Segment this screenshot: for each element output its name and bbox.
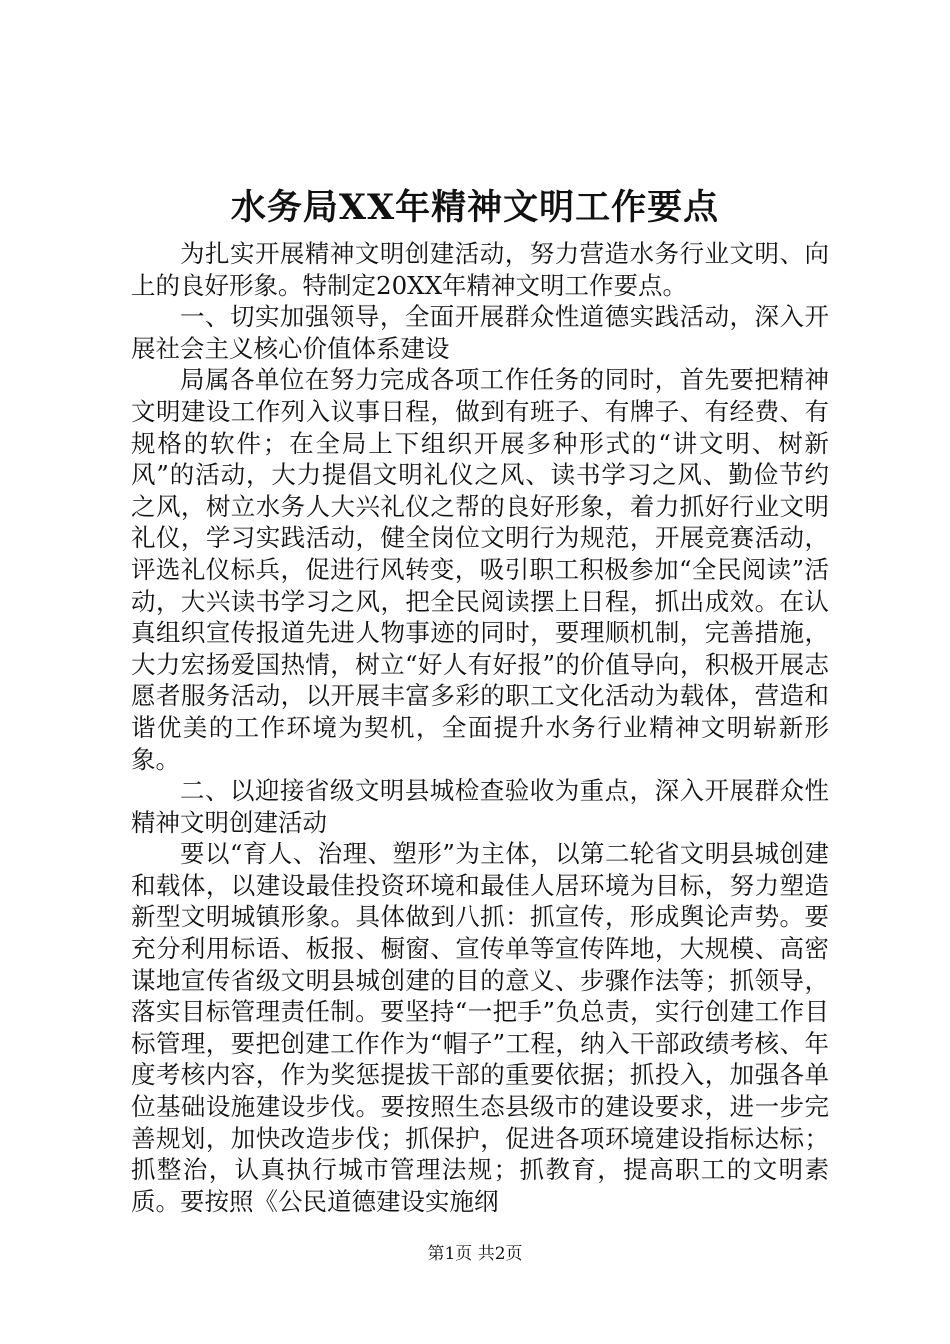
- document-body: [131, 238, 829, 1217]
- paragraph-intro: 为扎实开展精神文明创建活动，努力营造水务行业文明、向上的良好形象。特制定20XX年精神文明工作要点。: [131, 239, 829, 300]
- paragraph-section-1: 局属各单位在努力完成各项工作任务的同时，首先要把精神文明建设工作列入议事日程，做到有班子、有牌子、有经费、有规格的软件；在全局上下组织开展多种形式的“讲文明、树新风”的活动，大力提倡文明礼仪之风、读书学习之风、勤俭节约之风，树立水务人大兴礼仪之帮的良好形象，着力抓好行业文明礼仪，学习实践活动，健全岗位文明行为规范，开展竞赛活动，评选礼仪标兵，促进行风转变，吸引职工积极参加“全民阅读”活动，大兴读书学习之风，把全民阅读摆上日程，抓出成效。在认真组织宣传报道先进人物事迹的同时，要理顺机制，完善措施，大力宏扬爱国热情，树立“好人有好报”的价值导向，积极开展志愿者服务活动，以开展丰富多彩的职工文化活动为载体，营造和谐优美的工作环境为契机，全面提升水务行业精神文明崭新形象。: [131, 365, 829, 774]
- section-heading-2: 二、以迎接省级文明县城检查验收为重点，深入开展群众性精神文明创建活动: [131, 776, 829, 837]
- page-number-footer: 第1页 共2页: [427, 1244, 523, 1264]
- section-heading-1: 一、切实加强领导，全面开展群众性道德实践活动，深入开展社会主义核心价值体系建设: [131, 302, 829, 363]
- document-title: 水务局XX年精神文明工作要点: [230, 187, 720, 228]
- paragraph-section-2: 要以“育人、治理、塑形”为主体，以第二轮省文明县城创建和载体，以建设最佳投资环境和最佳人居环境为目标，努力塑造新型文明城镇形象。具体做到八抓：抓宣传，形成舆论声势。要充分利用标语、板报、橱窗、宣传单等宣传阵地，大规模、高密谋地宣传省级文明县城创建的目的意义、步骤作法等；抓领导，落实目标管理责任制。要坚持“一把手”负总责，实行创建工作目标管理，要把创建工作作为“帽子”工程，纳入干部政绩考核、年度考核内容，作为奖惩提拔干部的重要依据；抓投入，加强各单位基础设施建设步伐。要按照生态县级市的建设要求，进一步完善规划，加快改造步伐；抓保护，促进各项环境建设指标达标；抓整治，认真执行城市管理法规；抓教育，提高职工的文明素质。要按照《公民道德建设实施纲: [131, 839, 829, 1216]
